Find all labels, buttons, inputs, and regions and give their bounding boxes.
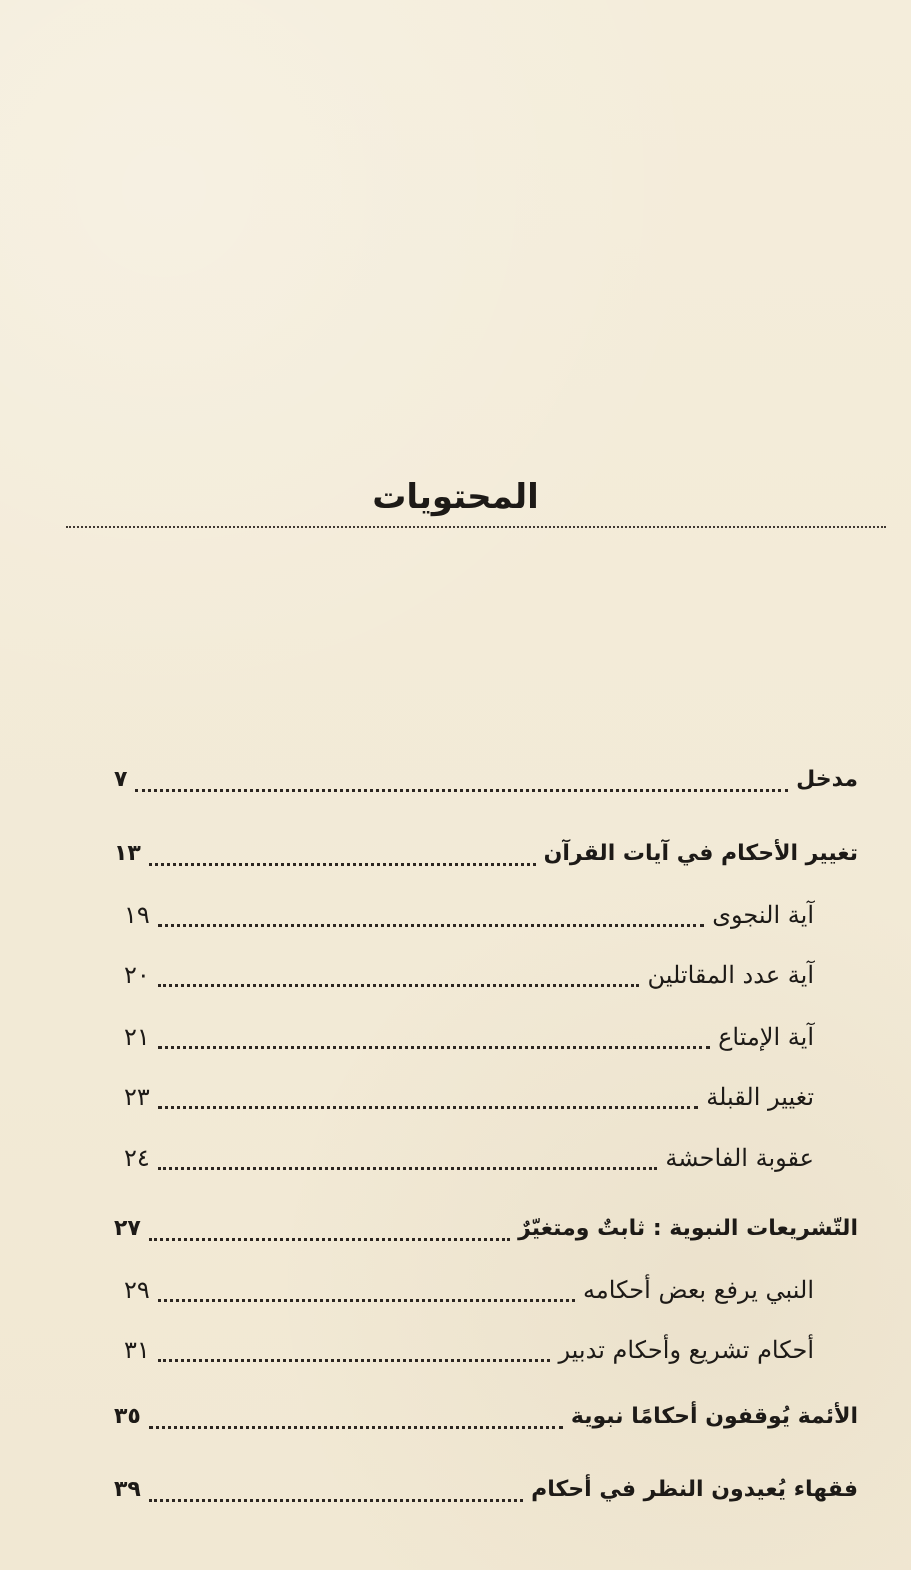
toc-entry	[124, 1017, 814, 1057]
entry-page-number: ٢٤	[124, 1144, 150, 1172]
toc-entry	[114, 1209, 858, 1249]
entry-page-number: ٢٧	[114, 1216, 141, 1241]
entry-page-number: ٣٩	[114, 1477, 141, 1502]
entry-page-number: ٧	[114, 767, 128, 792]
title-divider	[66, 526, 886, 528]
entry-label: فقهاء يُعيدون النظر في أحكام	[531, 1477, 858, 1502]
entry-label: التّشريعات النبوية : ثابتٌ ومتغيّرٌ	[518, 1216, 858, 1241]
entry-page-number: ٢٩	[124, 1276, 150, 1304]
toc-entry	[124, 895, 814, 935]
entry-label: آية النجوى	[712, 901, 814, 929]
toc-entry	[124, 955, 814, 995]
toc-entry	[124, 1077, 814, 1117]
dot-leader	[158, 1359, 551, 1362]
dot-leader	[158, 1046, 710, 1049]
entry-page-number: ٢١	[124, 1023, 150, 1051]
dot-leader	[149, 863, 536, 866]
dot-leader	[135, 789, 788, 792]
dot-leader	[158, 1106, 698, 1109]
entry-label: تغيير الأحكام في آيات القرآن	[543, 841, 858, 866]
dot-leader	[158, 984, 640, 987]
entry-label: تغيير القبلة	[706, 1083, 814, 1111]
dot-leader	[149, 1238, 510, 1241]
page-title: المحتويات	[372, 477, 539, 517]
entry-page-number: ٢٠	[124, 961, 150, 989]
toc-entry	[114, 1397, 858, 1437]
entry-label: الأئمة يُوقفون أحكامًا نبوية	[570, 1404, 858, 1429]
entry-page-number: ١٩	[124, 901, 150, 929]
entry-label: آية الإمتاع	[718, 1023, 814, 1051]
entry-page-number: ٢٣	[124, 1083, 150, 1111]
toc-entry	[114, 1470, 858, 1510]
toc-entry	[114, 834, 858, 874]
dot-leader	[149, 1426, 563, 1429]
toc-entry	[124, 1138, 814, 1178]
entry-page-number: ٣٥	[114, 1404, 141, 1429]
entry-label: النبي يرفع بعض أحكامه	[583, 1276, 814, 1304]
dot-leader	[149, 1499, 523, 1502]
entry-label: عقوبة الفاحشة	[665, 1144, 814, 1172]
dot-leader	[158, 1299, 575, 1302]
toc-entry	[124, 1270, 814, 1310]
entry-page-number: ١٣	[114, 841, 141, 866]
toc-entry	[124, 1330, 814, 1370]
entry-label: أحكام تشريع وأحكام تدبير	[558, 1336, 814, 1364]
entry-label: آية عدد المقاتلين	[647, 961, 814, 989]
entry-label: مدخل	[796, 767, 858, 792]
toc-entry	[114, 760, 858, 800]
dot-leader	[158, 924, 704, 927]
dot-leader	[158, 1167, 658, 1170]
entry-page-number: ٣١	[124, 1336, 150, 1364]
